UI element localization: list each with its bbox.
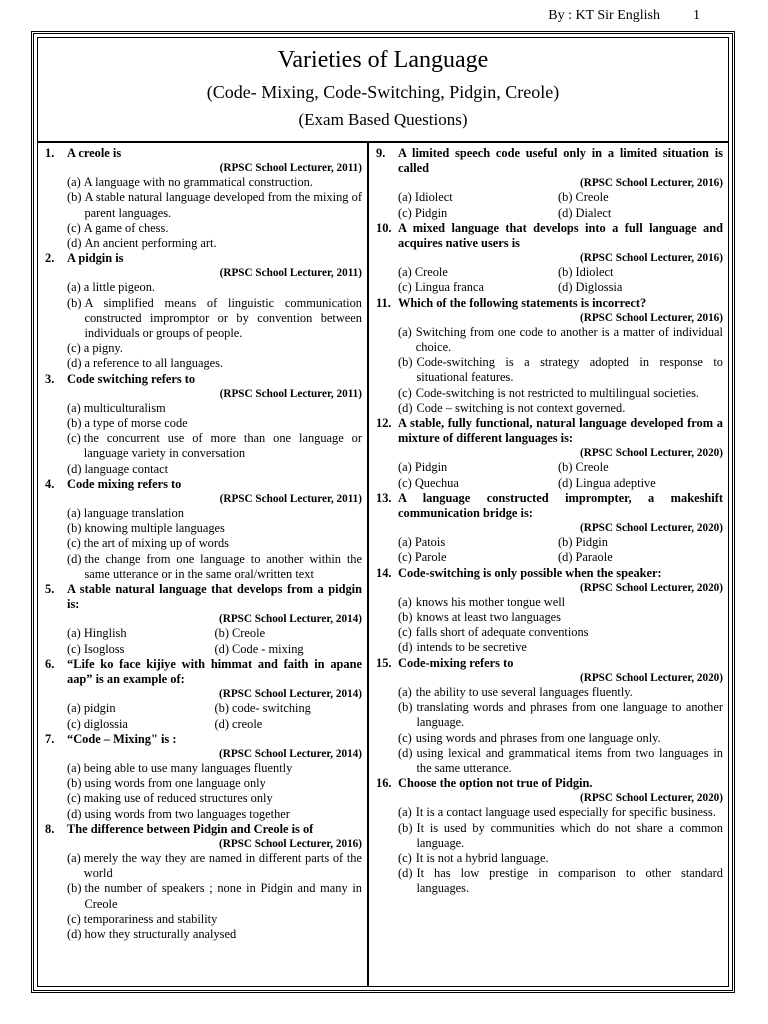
page-subtitle: (Code- Mixing, Code-Switching, Pidgin, Creole) bbox=[206, 82, 560, 102]
question-block bbox=[376, 221, 723, 296]
question-stem bbox=[376, 416, 723, 446]
option-text: the concurrent use of more than one language or language variety in conversation bbox=[83, 431, 362, 461]
answer-option: (b) Creole bbox=[558, 460, 609, 475]
question-block bbox=[376, 296, 723, 416]
answer-option: (c) Lingua franca bbox=[398, 280, 484, 295]
option-letter: (c) bbox=[398, 730, 412, 745]
answer-option: (c) Pidgin bbox=[398, 205, 448, 220]
question-source: (RPSC School Lecturer, 2016) bbox=[580, 252, 723, 265]
option-text: It is used by communities which do not share a common language. bbox=[416, 820, 723, 850]
option-text: using words from one language only bbox=[84, 776, 266, 791]
question-number: 15. bbox=[376, 655, 392, 670]
answer-option bbox=[376, 610, 723, 625]
option-letter: (d) bbox=[67, 806, 82, 821]
right-column bbox=[368, 143, 728, 986]
question-number: 9. bbox=[376, 146, 386, 160]
question-source: (RPSC School Lecturer, 2011) bbox=[219, 387, 362, 400]
answer-option: (c) Parole bbox=[398, 550, 447, 565]
question-text: Code switching refers to bbox=[67, 371, 196, 386]
option-letter: (a) bbox=[398, 324, 412, 339]
option-text: using words from two languages together bbox=[84, 806, 290, 821]
answer-option-pair bbox=[376, 280, 723, 295]
question-text: A creole is bbox=[67, 146, 122, 160]
option-letter: (d) bbox=[67, 461, 82, 476]
question-number: 8. bbox=[45, 821, 55, 836]
question-stem bbox=[376, 296, 723, 311]
option-text: A language with no grammatical construction. bbox=[83, 175, 313, 190]
question-stem bbox=[376, 656, 723, 671]
answer-option bbox=[45, 776, 362, 791]
option-text: how they structurally analysed bbox=[84, 926, 237, 941]
option-text: a pigny. bbox=[83, 341, 123, 356]
question-number: 7. bbox=[45, 731, 55, 746]
question-text: The difference between Pidgin and Creole is of bbox=[67, 821, 314, 836]
option-letter: (a) bbox=[398, 684, 412, 699]
question-source: (RPSC School Lecturer, 2011) bbox=[219, 162, 362, 175]
page-subtitle-exam: (Exam Based Questions) bbox=[298, 110, 468, 129]
question-stem bbox=[45, 251, 362, 266]
answer-option-pair bbox=[45, 626, 362, 641]
question-stem bbox=[376, 221, 723, 251]
option-letter: (d) bbox=[67, 551, 82, 566]
question-block bbox=[376, 416, 723, 491]
answer-option bbox=[376, 640, 723, 655]
answer-option: (d) creole bbox=[214, 716, 263, 731]
answer-option bbox=[45, 851, 362, 881]
answer-option-pair bbox=[45, 717, 362, 732]
question-source: (RPSC School Lecturer, 2020) bbox=[580, 522, 723, 535]
option-letter: (b) bbox=[398, 610, 413, 625]
option-letter: (d) bbox=[398, 400, 413, 415]
question-block bbox=[45, 732, 362, 822]
option-text: knows at least two languages bbox=[416, 610, 561, 625]
question-number: 1. bbox=[45, 146, 55, 160]
question-number: 2. bbox=[45, 251, 55, 266]
question-text: Choose the option not true of Pidgin. bbox=[398, 776, 593, 791]
answer-option bbox=[45, 190, 362, 220]
answer-option: (b) Creole bbox=[214, 626, 266, 641]
question-block bbox=[376, 146, 723, 221]
answer-option bbox=[376, 685, 723, 700]
option-text: It has low prestige in comparison to other standard languages. bbox=[416, 866, 723, 896]
answer-option: (a) Patois bbox=[398, 535, 446, 550]
option-text: intends to be secretive bbox=[416, 640, 527, 655]
option-letter: (d) bbox=[398, 866, 413, 881]
question-number: 16. bbox=[376, 776, 392, 791]
answer-option bbox=[45, 462, 362, 477]
option-letter: (d) bbox=[67, 926, 82, 941]
answer-option-pair bbox=[376, 535, 723, 550]
question-stem bbox=[376, 491, 723, 521]
answer-option bbox=[45, 506, 362, 521]
option-text: multiculturalism bbox=[83, 400, 166, 415]
author-credit: By : KT Sir English bbox=[548, 8, 660, 23]
option-letter: (b) bbox=[398, 820, 413, 835]
question-stem bbox=[376, 146, 723, 176]
question-source: (RPSC School Lecturer, 2011) bbox=[219, 493, 362, 506]
answer-option bbox=[45, 236, 362, 251]
option-text: being able to use many languages fluently bbox=[83, 760, 293, 775]
question-number: 13. bbox=[376, 490, 392, 505]
option-text: falls short of adequate conventions bbox=[415, 625, 589, 640]
option-letter: (c) bbox=[67, 431, 81, 446]
option-text: making use of reduced structures only bbox=[83, 791, 273, 806]
option-text: the art of mixing up of words bbox=[83, 536, 229, 551]
option-letter: (c) bbox=[67, 341, 81, 356]
question-source: (RPSC School Lecturer, 2016) bbox=[580, 311, 723, 324]
page-number: 1 bbox=[693, 8, 700, 23]
option-letter: (a) bbox=[398, 805, 412, 820]
option-text: merely the way they are named in different parts of the world bbox=[83, 850, 362, 881]
answer-option: (c) Quechua bbox=[398, 475, 459, 490]
answer-option bbox=[45, 912, 362, 927]
question-stem bbox=[45, 372, 362, 387]
question-block bbox=[45, 822, 362, 942]
option-text: It is a contact language used especially for specific business. bbox=[415, 805, 716, 820]
question-block bbox=[45, 477, 362, 582]
question-block bbox=[45, 146, 362, 251]
answer-option bbox=[376, 700, 723, 730]
option-letter: (d) bbox=[67, 356, 82, 371]
option-text: knowing multiple languages bbox=[84, 521, 225, 536]
answer-option: (a) Hinglish bbox=[67, 626, 127, 641]
left-column bbox=[38, 143, 367, 986]
answer-option: (b) Idiolect bbox=[558, 265, 614, 280]
option-letter: (a) bbox=[67, 506, 81, 521]
option-text: A stable natural language developed from the mixing of parent languages. bbox=[84, 190, 362, 220]
question-number: 12. bbox=[376, 416, 392, 431]
question-block bbox=[45, 372, 362, 477]
option-letter: (c) bbox=[67, 536, 81, 551]
question-number: 11. bbox=[376, 295, 391, 310]
answer-option bbox=[45, 761, 362, 776]
answer-option bbox=[376, 866, 723, 896]
option-text: Code-switching is not restricted to multilingual societies. bbox=[415, 385, 699, 400]
answer-option bbox=[45, 807, 362, 822]
option-letter: (b) bbox=[67, 521, 82, 536]
option-letter: (c) bbox=[398, 385, 412, 400]
question-number: 10. bbox=[376, 220, 392, 235]
question-stem bbox=[45, 822, 362, 837]
page-title: Varieties of Language bbox=[277, 47, 489, 73]
answer-option: (b) code- switching bbox=[214, 701, 311, 716]
answer-option bbox=[376, 325, 723, 355]
option-text: using lexical and grammatical items from two languages in the same utterance. bbox=[416, 745, 723, 775]
question-text: Code-mixing refers to bbox=[398, 655, 514, 670]
answer-option bbox=[376, 386, 723, 401]
option-text: language contact bbox=[84, 461, 169, 476]
option-letter: (b) bbox=[398, 700, 413, 715]
option-letter: (c) bbox=[67, 911, 81, 926]
answer-option bbox=[376, 401, 723, 416]
answer-option: (b) Pidgin bbox=[558, 535, 608, 550]
answer-option bbox=[45, 536, 362, 551]
question-source: (RPSC School Lecturer, 2016) bbox=[219, 837, 362, 850]
option-letter: (c) bbox=[67, 791, 81, 806]
option-text: Switching from one code to another is a matter of individual choice. bbox=[415, 324, 723, 355]
option-text: A game of chess. bbox=[83, 220, 169, 235]
option-text: Code-switching is a strategy adopted in response to situational features. bbox=[416, 355, 723, 385]
question-source: (RPSC School Lecturer, 2014) bbox=[219, 747, 362, 760]
answer-option bbox=[376, 851, 723, 866]
question-stem bbox=[376, 776, 723, 791]
answer-option: (d) Paraole bbox=[558, 550, 613, 565]
option-letter: (c) bbox=[398, 625, 412, 640]
option-text: It is not a hybrid language. bbox=[415, 850, 549, 865]
option-letter: (b) bbox=[67, 776, 82, 791]
answer-option-pair bbox=[376, 206, 723, 221]
answer-option bbox=[376, 625, 723, 640]
option-text: translating words and phrases from one language to another language. bbox=[416, 700, 723, 730]
answer-option bbox=[45, 221, 362, 236]
option-text: the number of speakers ; none in Pidgin and many in Creole bbox=[84, 881, 362, 911]
option-text: An ancient performing art. bbox=[84, 236, 217, 251]
question-stem bbox=[376, 566, 723, 581]
question-number: 4. bbox=[45, 476, 55, 491]
question-text: A limited speech code useful only in a limited situation is called bbox=[398, 146, 723, 176]
answer-option bbox=[45, 416, 362, 431]
option-text: A simplified means of linguistic communication constructed impromptor or by convention between individuals or groups of people. bbox=[84, 295, 362, 341]
question-source: (RPSC School Lecturer, 2014) bbox=[219, 613, 362, 626]
option-letter: (a) bbox=[67, 850, 81, 865]
answer-option: (a) Creole bbox=[398, 265, 448, 280]
question-source: (RPSC School Lecturer, 2020) bbox=[580, 581, 723, 594]
answer-option-pair bbox=[376, 265, 723, 280]
question-number: 5. bbox=[45, 582, 55, 597]
option-text: a little pigeon. bbox=[83, 280, 155, 295]
option-letter: (c) bbox=[67, 220, 81, 235]
answer-option-pair bbox=[376, 460, 723, 475]
option-text: the change from one language to another within the same utterance or in the same oral/written text bbox=[84, 551, 362, 581]
question-number: 14. bbox=[376, 565, 392, 580]
answer-option: (d) Lingua adeptive bbox=[558, 475, 656, 490]
question-text: A language constructed imprompter, a makeshift communication bridge is: bbox=[398, 490, 723, 521]
question-number: 3. bbox=[45, 371, 55, 386]
option-text: a type of morse code bbox=[84, 416, 188, 431]
option-text: temporariness and stability bbox=[83, 911, 218, 926]
question-block bbox=[376, 491, 723, 566]
answer-option: (c) diglossia bbox=[67, 716, 128, 731]
option-text: the ability to use several languages fluently. bbox=[415, 684, 633, 699]
answer-option bbox=[45, 431, 362, 461]
question-stem bbox=[45, 657, 362, 687]
question-source: (RPSC School Lecturer, 2020) bbox=[580, 447, 723, 460]
question-stem bbox=[45, 582, 362, 612]
option-text: Code – switching is not context governed. bbox=[416, 400, 626, 415]
answer-option: (d) Diglossia bbox=[558, 280, 623, 295]
question-text: A pidgin is bbox=[67, 251, 124, 266]
option-letter: (a) bbox=[67, 175, 81, 190]
question-number: 6. bbox=[45, 656, 55, 671]
option-letter: (a) bbox=[67, 400, 81, 415]
question-source: (RPSC School Lecturer, 2020) bbox=[580, 792, 723, 805]
answer-option bbox=[45, 521, 362, 536]
answer-option-pair bbox=[45, 701, 362, 716]
question-text: Code mixing refers to bbox=[67, 476, 182, 491]
question-text: Which of the following statements is incorrect? bbox=[398, 295, 647, 310]
page-frame-inner bbox=[37, 37, 729, 987]
answer-option: (a) Pidgin bbox=[398, 460, 448, 475]
answer-option bbox=[45, 401, 362, 416]
question-stem bbox=[45, 732, 362, 747]
page-frame bbox=[31, 31, 735, 993]
option-letter: (d) bbox=[398, 745, 413, 760]
answer-option: (b) Creole bbox=[558, 190, 609, 205]
answer-option: (a) pidgin bbox=[67, 701, 116, 716]
answer-option bbox=[45, 927, 362, 942]
option-text: language translation bbox=[83, 506, 184, 521]
option-letter: (a) bbox=[67, 760, 81, 775]
question-block bbox=[45, 251, 362, 371]
question-source: (RPSC School Lecturer, 2020) bbox=[580, 671, 723, 684]
answer-option bbox=[45, 280, 362, 295]
option-letter: (c) bbox=[398, 850, 412, 865]
answer-option: (c) Isogloss bbox=[67, 641, 125, 656]
option-letter: (a) bbox=[398, 594, 412, 609]
question-block bbox=[45, 582, 362, 657]
answer-option bbox=[45, 791, 362, 806]
answer-option bbox=[376, 595, 723, 610]
option-text: a reference to all languages. bbox=[84, 356, 224, 371]
answer-option bbox=[45, 881, 362, 911]
answer-option: (d) Dialect bbox=[558, 205, 612, 220]
option-letter: (d) bbox=[398, 640, 413, 655]
answer-option bbox=[376, 355, 723, 385]
question-text: A mixed language that develops into a full language and acquires native users is bbox=[398, 220, 723, 251]
option-letter: (b) bbox=[67, 881, 82, 896]
answer-option bbox=[45, 296, 362, 342]
option-text: using words and phrases from one language only. bbox=[415, 730, 661, 745]
question-text: A stable natural language that develops from a pidgin is: bbox=[67, 582, 362, 612]
question-text: A stable, fully functional, natural language developed from a mixture of different languages is: bbox=[398, 416, 723, 446]
answer-option: (a) Idiolect bbox=[398, 190, 453, 205]
question-source: (RPSC School Lecturer, 2016) bbox=[580, 177, 723, 190]
answer-option: (d) Code - mixing bbox=[214, 641, 304, 656]
answer-option-pair bbox=[376, 550, 723, 565]
answer-option bbox=[45, 552, 362, 582]
question-block bbox=[45, 657, 362, 732]
answer-option bbox=[376, 731, 723, 746]
option-letter: (b) bbox=[398, 355, 413, 370]
answer-option bbox=[376, 746, 723, 776]
option-letter: (b) bbox=[67, 416, 82, 431]
answer-option-pair bbox=[376, 476, 723, 491]
option-text: knows his mother tongue well bbox=[415, 594, 566, 609]
question-text: “Code – Mixing" is : bbox=[67, 731, 177, 746]
question-text: “Life ko face kijiye with himmat and faith in apane aap” is an example of: bbox=[67, 656, 362, 687]
question-text: Code-switching is only possible when the speaker: bbox=[398, 565, 662, 580]
question-block bbox=[376, 776, 723, 896]
question-source: (RPSC School Lecturer, 2011) bbox=[219, 267, 362, 280]
question-stem bbox=[45, 477, 362, 492]
answer-option bbox=[45, 356, 362, 371]
answer-option bbox=[45, 175, 362, 190]
title-block bbox=[38, 38, 728, 143]
answer-option-pair bbox=[376, 190, 723, 205]
answer-option bbox=[376, 805, 723, 820]
question-source: (RPSC School Lecturer, 2014) bbox=[219, 688, 362, 701]
question-block bbox=[376, 566, 723, 656]
option-letter: (b) bbox=[67, 295, 82, 310]
option-letter: (d) bbox=[67, 236, 82, 251]
page-header bbox=[548, 8, 660, 24]
answer-option bbox=[376, 821, 723, 851]
answer-option bbox=[45, 341, 362, 356]
question-stem bbox=[45, 146, 362, 161]
option-letter: (a) bbox=[67, 280, 81, 295]
question-block bbox=[376, 656, 723, 776]
answer-option-pair bbox=[45, 642, 362, 657]
option-letter: (b) bbox=[67, 190, 82, 205]
